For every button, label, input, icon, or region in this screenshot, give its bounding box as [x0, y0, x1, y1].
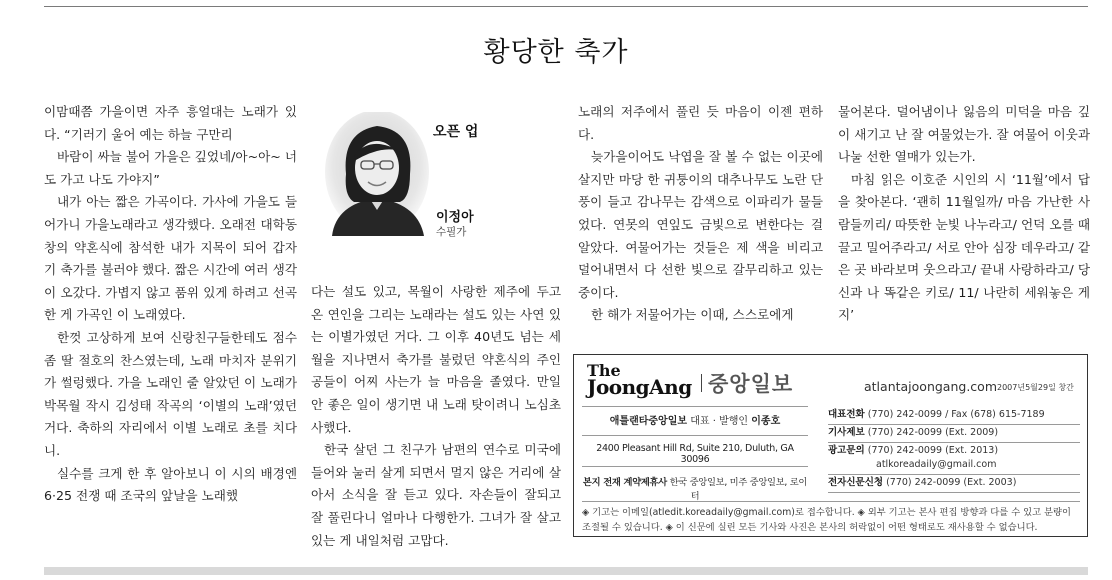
- paragraph: 한 해가 저물어가는 이때, 스스로에게: [591, 307, 794, 323]
- address: 2400 Pleasant Hill Rd, Suite 210, Duluth, GA 30096: [596, 443, 794, 465]
- divider: [582, 466, 808, 467]
- contact-label: 기사제보: [828, 427, 865, 438]
- contact-row: [828, 443, 1080, 475]
- paragraph: 내가 아는 짧은 가곡이다. 가사에 가을도 들어가니 가을노래라고 생각했다. 오래전 대학동창의 약혼식에 참석한 내가 지목이 되어 갑자기 축가를 불러야 했다. 짧은 시간에 여러 생각이 오갔다. 가볍지 않고 품위 있게 하려고 선곡한 게 가곡인 이 노래였다.: [44, 194, 297, 323]
- article-column-2: [311, 281, 561, 552]
- partner-label: 본지 전재 계약제휴사: [582, 477, 667, 488]
- paragraph: 물어본다. 덜어냄이나 잃음의 미덕을 마음 깊이 새기고 난 잘 여물었는가. 잘 여물어 이웃과 나눌 선한 열매가 있는가.: [838, 104, 1090, 165]
- logo-separator: [701, 374, 702, 392]
- paragraph: 바람이 싸늘 불어 가을은 깊었네/아~아~ 너도 가고 나도 가야지”: [44, 149, 298, 187]
- article-column-3: [578, 101, 823, 327]
- partner-line: [582, 474, 808, 502]
- joongang-logo: [587, 363, 697, 397]
- author-portrait: [324, 112, 430, 236]
- publisher-line: [582, 412, 808, 427]
- submission-notice: ◈ 기고는 이메일(atledit.koreadaily@gmail.com)로 접수합니다. ◈ 외부 기고는 본사 편집 방향과 다를 수 있고 분량이 조절될 수 있습니다. ◈ 이 신문에 실린 모든 기사와 사진은 본사의 허락없이 어떤 형태로도 재사용할 수 없습니다.: [582, 501, 1080, 535]
- masthead-box: [573, 354, 1088, 537]
- paragraph: 다는 설도 있고, 목월이 사랑한 제주에 두고 온 연인을 그리는 노래라는 설도 있는 사연 있는 이별가였던 거다. 그 이후 40년도 넘는 세월을 지나면서 축가를 불렀던 약혼식의 주인공들이 어찌 사는가 늘 마음을 졸였다. 만일 안 좋은 일이 생기면 내 노래 탓이려니 노심초사했다.: [311, 284, 561, 435]
- contact-value: (770) 242-0099 (Ext. 2003): [886, 477, 1017, 488]
- article-column-1: [44, 101, 297, 508]
- divider: [582, 406, 808, 407]
- bottom-rule: [44, 567, 1088, 575]
- logo-line-2: JoongAng: [587, 375, 692, 399]
- publisher-name: 이종호: [751, 416, 781, 427]
- column-kicker: 오픈 업: [433, 124, 479, 140]
- divider: [582, 435, 808, 436]
- publisher-label: 애틀랜타중앙일보: [609, 416, 688, 427]
- author-role: 수필가: [436, 226, 467, 238]
- contact-value: (770) 242-0099 / Fax (678) 615-7189: [867, 409, 1045, 420]
- paragraph: 노래의 저주에서 풀린 듯 마음이 이젠 편하다.: [578, 104, 823, 142]
- contact-row: [828, 407, 1080, 425]
- contact-value: (770) 242-0099 (Ext. 2009): [867, 427, 999, 438]
- website-link[interactable]: atlantajoongang.com: [864, 379, 997, 394]
- contact-label: 광고문의: [828, 445, 865, 456]
- paragraph: 한껏 고상하게 보여 신랑친구들한테도 점수 좀 딸 절호의 찬스였는데, 노래 마치자 분위기가 썰렁했다. 가을 노래인 줄 알았던 이 노래가 박목월 작시 김성태 작곡의 ‘이별의 노래’였던 거다. 축하의 자리에서 이별 노래로 초를 치다니.: [44, 329, 297, 458]
- contact-row: [828, 425, 1080, 443]
- author-name: 이정아: [436, 210, 474, 225]
- article-headline: 황당한 축가: [483, 37, 629, 68]
- contact-value: (770) 242-0099 (Ext. 2013): [867, 445, 999, 456]
- paragraph: 마침 읽은 이호준 시인의 시 ‘11월’에서 답을 찾아본다. ‘괜히 11월일까/ 마음 가난한 사람들끼리/ 따뜻한 눈빛 나누라고/ 언덕 오를 때 끌고 밀어주라고/ 서로 안아 심장 데우라고/ 같은 곳 바라보며 웃으라고/ 끝내 사랑하라고/ 당신과 나 똑같은 키로/ 11/ 나란히 세워놓은 게지’: [838, 171, 1090, 323]
- logo-line-1: The: [587, 361, 621, 380]
- contact-list: [828, 407, 1080, 493]
- paragraph: 한국 살던 그 친구가 남편의 연수로 미국에 들어와 눌러 살게 되면서 멀지 않은 거리에 살아서 소식을 잘 듣고 있다. 자손들이 잘되고 잘 풀린다니 얼마나 다행한가. 그녀가 잘 살고 있는 게 내일처럼 고맙다.: [311, 442, 561, 548]
- korean-logo: 중앙일보: [708, 372, 794, 396]
- paragraph: 실수를 크게 한 후 알아보니 이 시의 배경엔 6·25 전쟁 때 조국의 앞날을 노래했: [44, 465, 297, 504]
- partner-list: 한국 중앙일보, 미주 중앙일보, 로이터: [669, 477, 808, 502]
- contact-label: 전자신문신청: [828, 477, 884, 488]
- top-rule: [44, 6, 1088, 7]
- article-column-4: [838, 101, 1090, 327]
- publisher-roles: 대표 · 발행인: [690, 416, 749, 427]
- contact-email[interactable]: atlkoreadaily@gmail.com: [876, 459, 997, 470]
- contact-row: [828, 475, 1080, 493]
- paragraph: 이맘때쯤 가을이면 자주 흥얼대는 노래가 있다. “기러기 울어 예는 하늘 구만리: [44, 104, 297, 142]
- founded-date: 2007년5월29일 창간: [997, 383, 1074, 392]
- contact-label: 대표전화: [828, 409, 865, 420]
- paragraph: 늦가을이어도 낙엽을 잘 볼 수 없는 이곳에 살지만 마당 한 귀퉁이의 대추나무도 노란 단풍이 들고 감나무는 감색으로 이파리가 물들었다. 연못의 연잎도 금빛으로 변한다는 걸 알았다. 여물어가는 것들은 제 색을 비리고 덜어내면서 다 선한 빛으로 갈무리하고 있는 중이다.: [578, 149, 823, 300]
